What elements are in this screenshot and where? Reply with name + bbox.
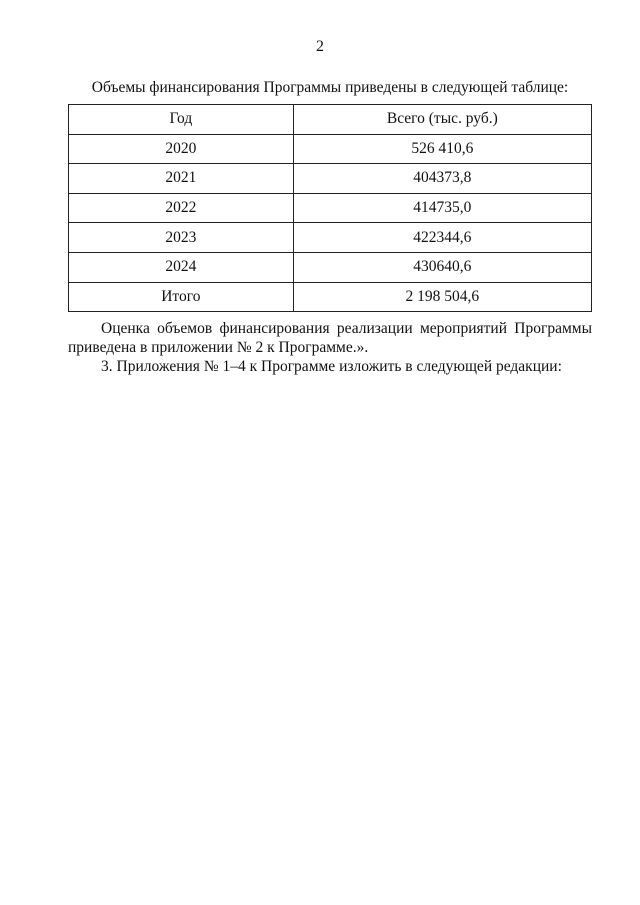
grand-total-cell: 2 198 504,6 <box>293 282 591 312</box>
year-cell: 2023 <box>69 223 294 253</box>
total-cell: 404373,8 <box>293 164 591 194</box>
table-row <box>69 164 592 194</box>
header-year: Год <box>69 105 294 135</box>
total-cell: 430640,6 <box>293 252 591 282</box>
intro-text: Объемы финансирования Программы приведены в следующей таблице: <box>91 79 569 96</box>
funding-table <box>68 104 592 312</box>
table-row <box>69 193 592 223</box>
table-row <box>69 223 592 253</box>
total-cell: 414735,0 <box>293 193 591 223</box>
estimate-paragraph <box>68 319 592 357</box>
total-label-cell: Итого <box>69 282 294 312</box>
year-cell: 2021 <box>69 164 294 194</box>
page-number: 2 <box>316 38 324 55</box>
total-cell: 526 410,6 <box>293 134 591 164</box>
table-row <box>69 134 592 164</box>
year-cell: 2024 <box>69 252 294 282</box>
year-cell: 2020 <box>69 134 294 164</box>
item-3-paragraph: 3. Приложения № 1–4 к Программе изложить в следующей редакции: <box>101 358 562 375</box>
header-total: Всего (тыс. руб.) <box>293 105 591 135</box>
table-row <box>69 252 592 282</box>
year-cell: 2022 <box>69 193 294 223</box>
estimate-paragraph-line1: Оценка объемов финансирования реализации мероприятий Программы <box>101 320 592 337</box>
estimate-paragraph-line2: приведена в приложении № 2 к Программе.». <box>68 339 369 356</box>
table-total-row <box>69 282 592 312</box>
total-cell: 422344,6 <box>293 223 591 253</box>
table-header-row <box>69 105 592 135</box>
